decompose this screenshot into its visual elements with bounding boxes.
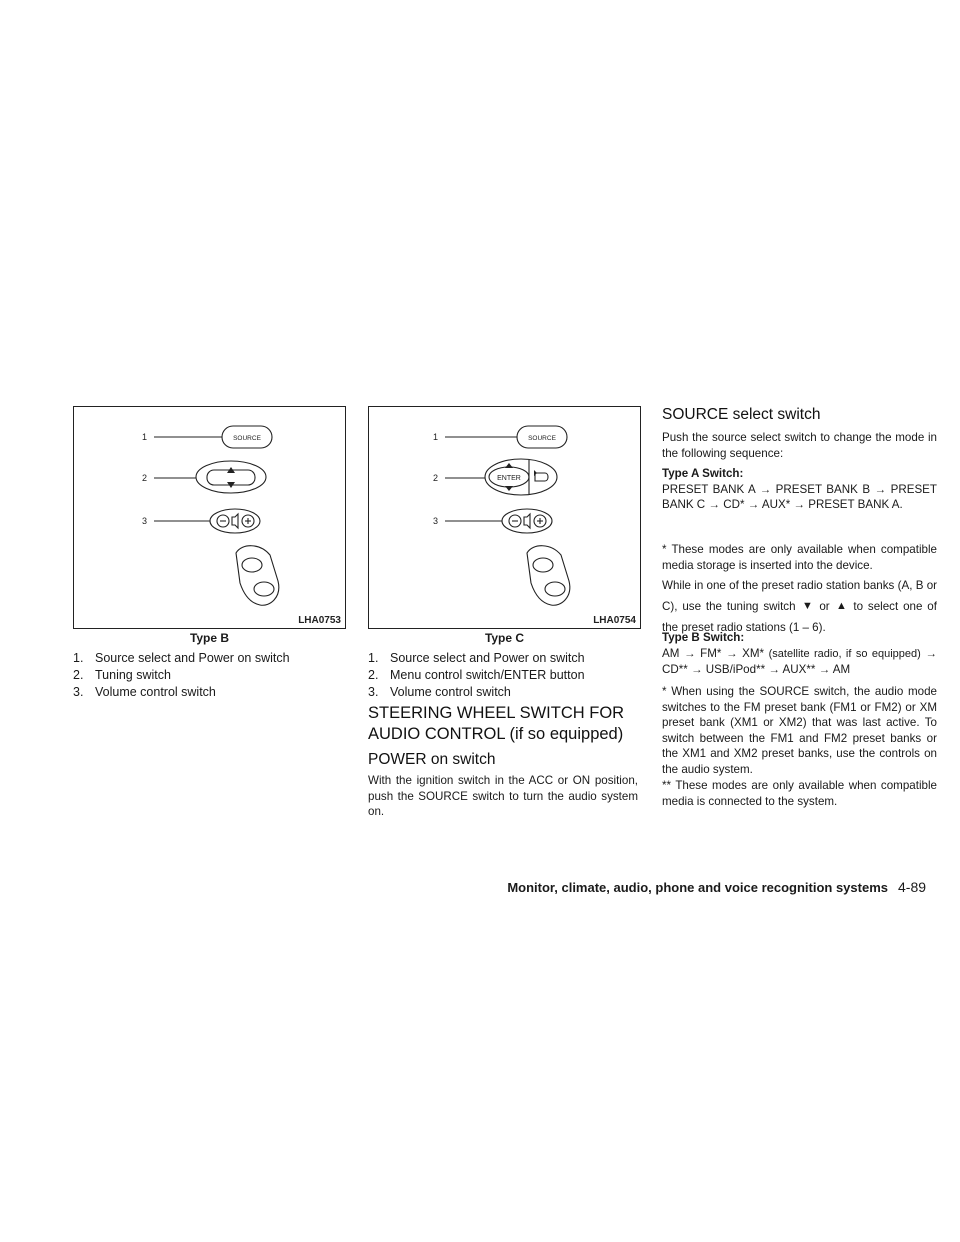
figure-caption: Type C (484, 631, 525, 645)
section-heading: STEERING WHEEL SWITCH FOR AUDIO CONTROL (if so equipped) (368, 704, 625, 743)
source-select-intro: Push the source select switch to change the mode in the following sequence: (662, 431, 937, 460)
list-item: 2. Menu control switch/ENTER button (368, 667, 585, 682)
type-a-note: * These modes are only available when compatible media storage is inserted into the device. (662, 543, 937, 572)
preset-instruction: While in one of the preset radio station banks (A, B or C), use the tuning switch ▼ or ▲ to select one of the preset radio stations (1 – 6). (662, 579, 937, 634)
power-switch-title: POWER on switch (368, 751, 496, 768)
tuning-up-icon: ▲ (836, 600, 847, 612)
source-select-title: SOURCE select switch (662, 406, 821, 423)
callout-2: 2 (433, 473, 439, 483)
enter-button-label: ENTER (497, 475, 521, 482)
type-b-note: * When using the SOURCE switch, the audio mode switches to the FM preset bank (FM1 or FM2) or XM preset bank (XM1 or XM2) that was last active. To switch between the FM1 and FM2 preset banks or the XM1 and XM2 preset banks, use the controls on the audio system. (662, 685, 937, 776)
steering-switch-illustration-type-b (74, 407, 347, 630)
callout-3: 3 (433, 516, 439, 526)
list-item: 1. Source select and Power on switch (368, 651, 585, 665)
type-b-label: Type B Switch: (662, 631, 745, 644)
type-b-block (662, 630, 937, 678)
callout-2: 2 (142, 473, 148, 483)
source-button-label: SOURCE (528, 435, 556, 442)
type-a-block (662, 466, 937, 513)
callout-1: 1 (433, 432, 439, 442)
figure-code: LHA0753 (298, 615, 341, 626)
list-item: 3. Volume control switch (73, 684, 216, 699)
footer-chapter-title: Monitor, climate, audio, phone and voice recognition systems (507, 880, 888, 895)
figure-type-b (73, 406, 346, 629)
figure-type-c (368, 406, 641, 629)
callout-1: 1 (142, 432, 148, 442)
list-item: 3. Volume control switch (368, 684, 511, 699)
tuning-down-icon: ▼ (801, 600, 813, 612)
type-b-sequence: AM → FM* → XM* (satellite radio, if so equipped) → CD** → USB/iPod** → AUX** → AM (662, 646, 937, 677)
figure-legend-list (368, 650, 648, 700)
page-number: 4-89 (898, 879, 927, 895)
power-switch-body: With the ignition switch in the ACC or ON position, push the SOURCE switch to turn the audio system on. (368, 774, 638, 819)
type-b-note2: ** These modes are only available when compatible media is connected to the system. (662, 779, 937, 808)
figure-legend-list (73, 650, 353, 700)
figure-code: LHA0754 (593, 615, 636, 626)
list-item: 2. Tuning switch (73, 667, 171, 682)
steering-switch-illustration-type-c (369, 407, 642, 630)
source-button-label: SOURCE (233, 435, 261, 442)
type-a-label: Type A Switch: (662, 467, 744, 480)
list-item: 1. Source select and Power on switch (73, 651, 290, 665)
type-a-sequence: PRESET BANK A → PRESET BANK B → PRESET BANK C → CD* → AUX* → PRESET BANK A. (662, 482, 937, 512)
figure-caption: Type B (189, 631, 230, 645)
callout-3: 3 (142, 516, 148, 526)
